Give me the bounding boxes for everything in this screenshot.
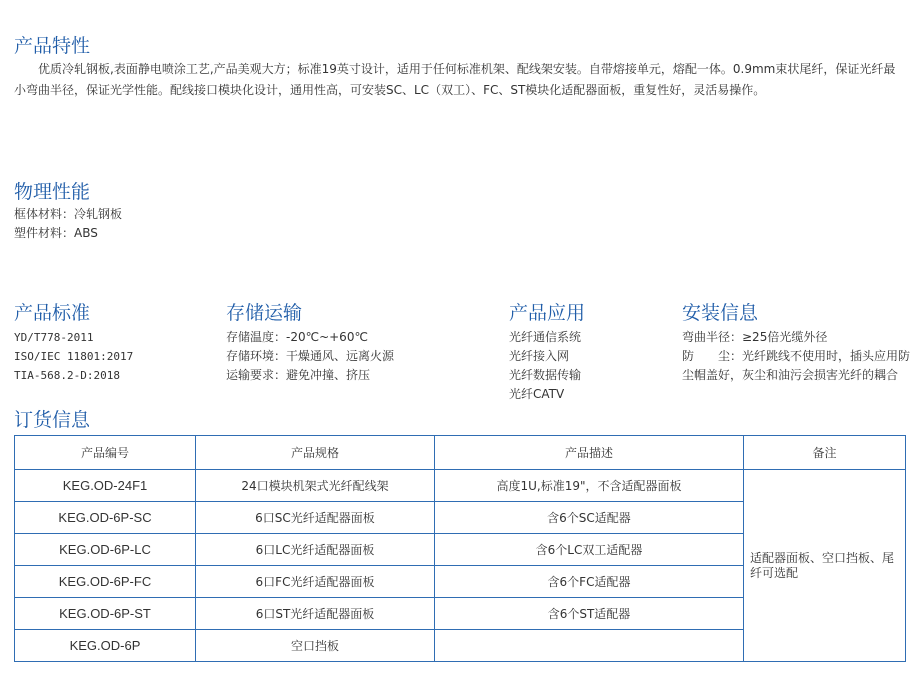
product-desc [435,630,744,662]
install-info [682,328,912,385]
product-code: KEG.OD-6P-FC [15,566,196,598]
application-line: 光纤CATV [509,387,565,401]
product-spec: 24口模块机架式光纤配线架 [196,470,435,502]
standards-title: 产品标准 [14,302,91,324]
install-title: 安装信息 [682,302,759,324]
physical-list [14,205,122,243]
standards-list [14,328,133,385]
product-code: KEG.OD-6P [15,630,196,662]
install-dust: 防 尘：光纤跳线不使用时，插头应用防尘帽盖好，灰尘和油污会损害光纤的耦合 [682,349,911,382]
product-spec: 6口FC光纤适配器面板 [196,566,435,598]
order-table [14,435,906,662]
install-bend: 弯曲半径：≥25倍光缆外径 [682,330,828,344]
application-line: 光纤数据传输 [509,368,582,382]
physical-line: 框体材料：冷轧钢板 [14,207,123,221]
storage-line: 存储环境：干燥通风、远离火源 [226,349,395,363]
storage-line: 运输要求：避免冲撞、挤压 [226,368,371,382]
product-desc: 含6个ST适配器 [435,598,744,630]
product-code: KEG.OD-24F1 [15,470,196,502]
storage-title: 存储运输 [226,302,303,324]
physical-title: 物理性能 [14,181,91,203]
product-spec: 6口ST光纤适配器面板 [196,598,435,630]
storage-list [226,328,394,385]
standards-line: ISO/IEC 11801:2017 [14,350,134,363]
physical-line: 塑件材料：ABS [14,226,98,240]
col-header-code: 产品编号 [15,436,196,470]
product-code: KEG.OD-6P-LC [15,534,196,566]
application-title: 产品应用 [509,302,586,324]
product-spec: 6口LC光纤适配器面板 [196,534,435,566]
col-header-note: 备注 [744,436,906,470]
product-spec: 6口SC光纤适配器面板 [196,502,435,534]
product-desc: 高度1U,标准19"，不含适配器面板 [435,470,744,502]
features-title: 产品特性 [14,35,91,57]
order-title: 订货信息 [14,409,91,431]
order-header-row [15,436,906,470]
application-line: 光纤通信系统 [509,330,582,344]
standards-line: TIA-568.2-D:2018 [14,369,120,382]
product-code: KEG.OD-6P-ST [15,598,196,630]
application-line: 光纤接入网 [509,349,570,363]
storage-line: 存储温度：-20℃~+60℃ [226,330,368,344]
col-header-spec: 产品规格 [196,436,435,470]
product-note: 适配器面板、空口挡板、尾纤可选配 [744,470,906,662]
product-spec: 空口挡板 [196,630,435,662]
product-code: KEG.OD-6P-SC [15,502,196,534]
product-desc: 含6个LC双工适配器 [435,534,744,566]
product-desc: 含6个SC适配器 [435,502,744,534]
col-header-desc: 产品描述 [435,436,744,470]
table-row [15,470,906,502]
product-desc: 含6个FC适配器 [435,566,744,598]
features-text: 优质冷轧钢板,表面静电喷涂工艺,产品美观大方；标准19英寸设计，适用于任何标准机架、配线架安装。自带熔接单元，熔配一体。0.9mm束状尾纤，保证光纤最小弯曲半径，保证光学性能。配线接口模块化设计，通用性高，可安装SC、LC（双工）、FC、ST模块化适配器面板，重复性好，灵活易操作。 [14,62,896,97]
standards-line: YD/T778-2011 [14,331,94,344]
application-list [509,328,581,404]
